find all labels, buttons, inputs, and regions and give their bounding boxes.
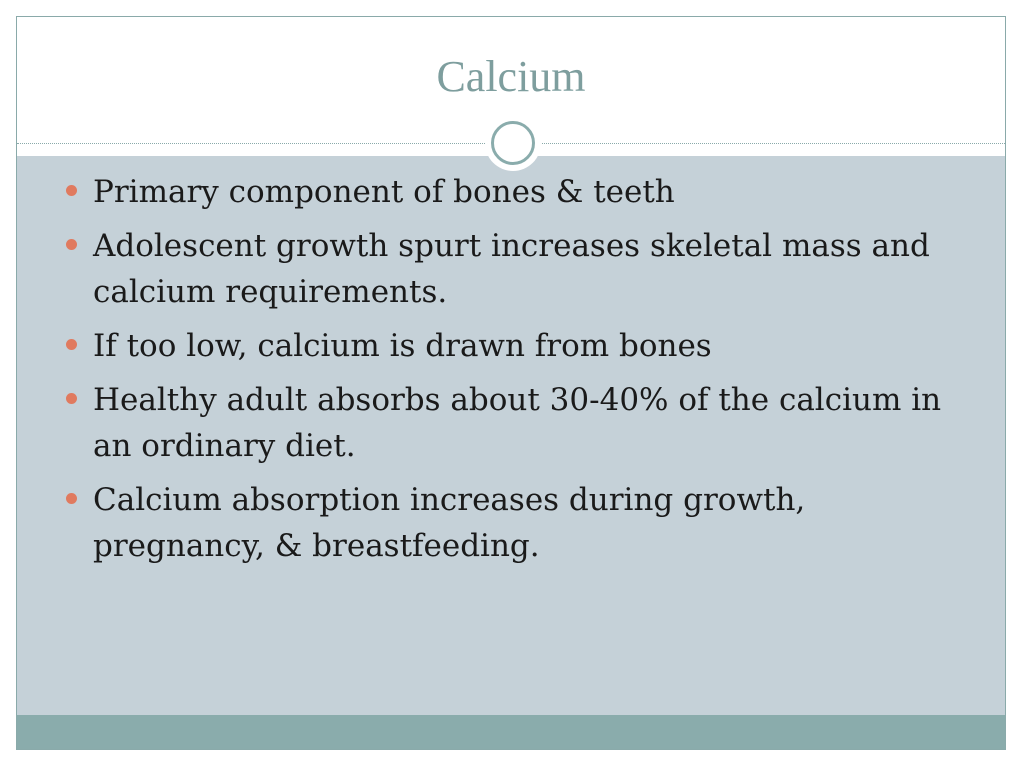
list-item [17, 223, 1005, 315]
bullet-text: Primary component of bones & teeth [93, 174, 675, 210]
list-item [17, 169, 1005, 215]
bullet-text: Healthy adult absorbs about 30-40% of the calcium in an ordinary diet. [93, 382, 942, 464]
bullet-icon [66, 339, 77, 350]
bullet-icon [66, 493, 77, 504]
bullet-icon [66, 239, 77, 250]
bullet-text: Calcium absorption increases during growth, pregnancy, & breastfeeding. [93, 482, 806, 564]
bullet-text: If too low, calcium is drawn from bones [93, 328, 712, 364]
list-item [17, 377, 1005, 469]
slide-title: Calcium [436, 52, 586, 101]
circle-ring [491, 121, 535, 165]
list-item [17, 477, 1005, 569]
divider-circle-icon [485, 115, 541, 171]
footer-bar [17, 715, 1005, 750]
list-item [17, 323, 1005, 369]
bullet-icon [66, 393, 77, 404]
bullet-list [17, 169, 1005, 577]
bullet-text: Adolescent growth spurt increases skeletal mass and calcium requirements. [93, 228, 930, 310]
slide [16, 16, 1006, 750]
bullet-icon [66, 185, 77, 196]
